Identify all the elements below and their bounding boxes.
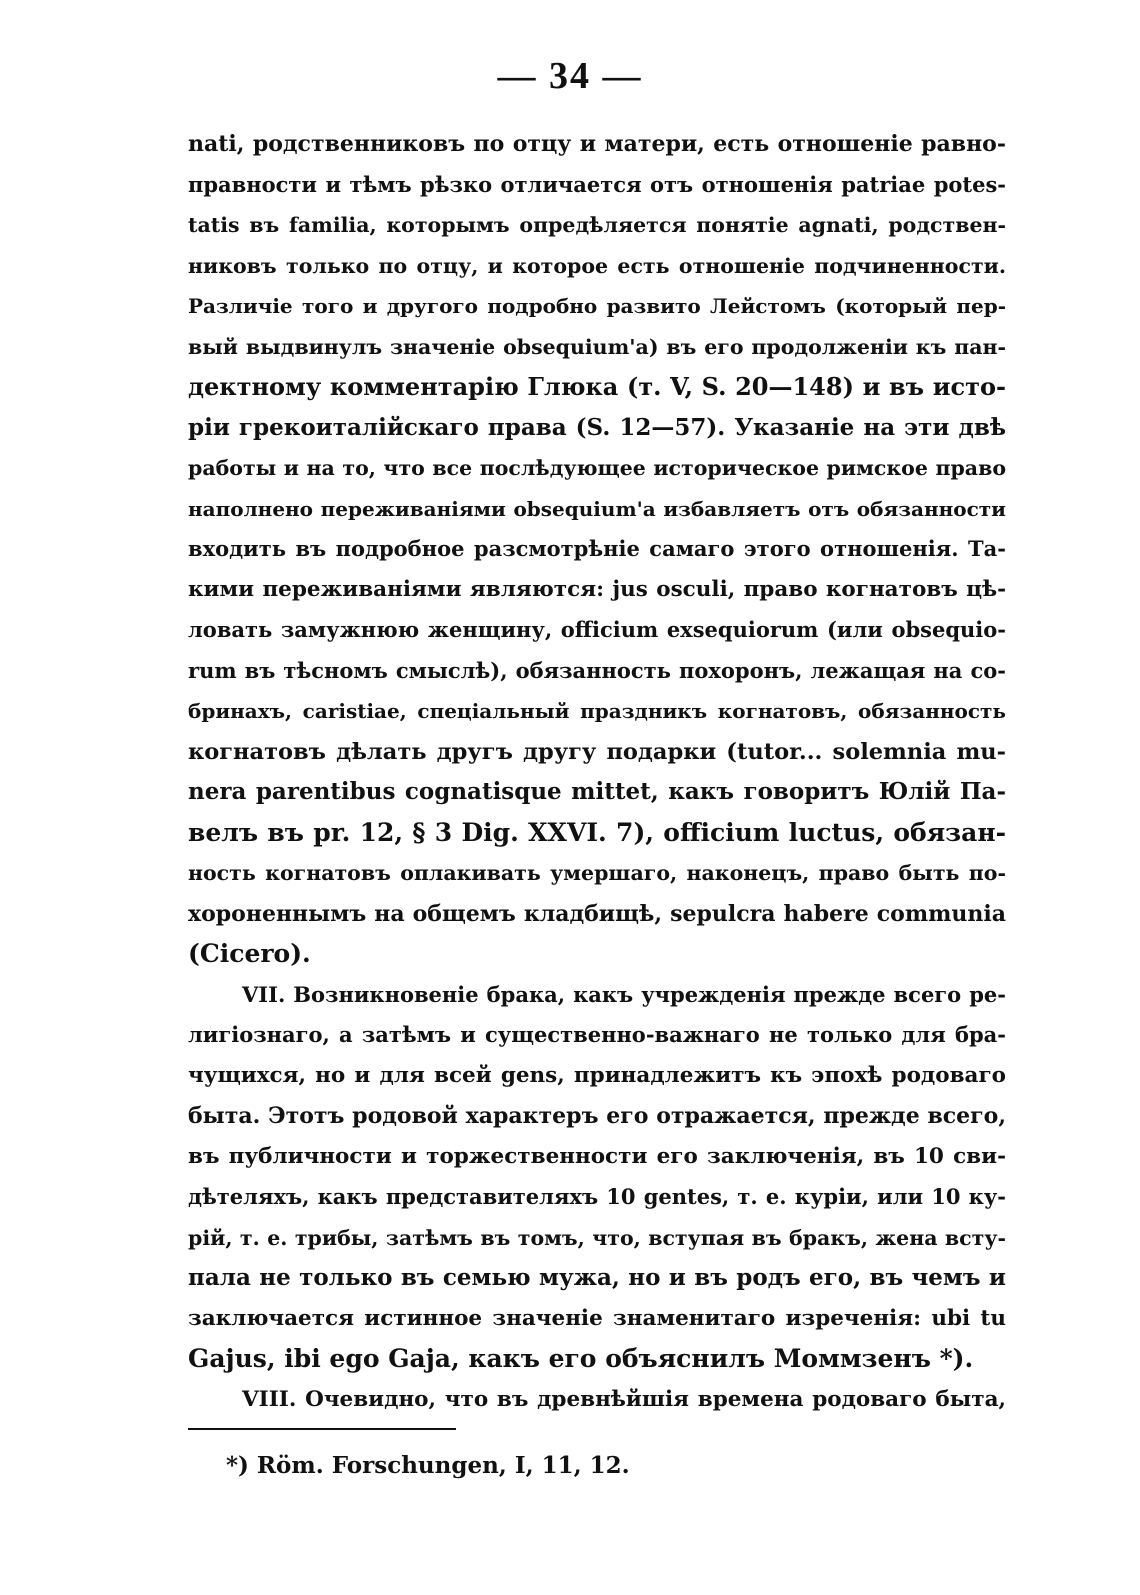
text-line: никовъ только по отцу, и которое есть отношеніе подчиненности. <box>188 253 1006 278</box>
text-line: ріи грекоиталійскаго права (S. 12—57). Указаніе на эти двѣ <box>188 413 1006 441</box>
text-line: когнатовъ дѣлать другъ другу подарки (tutor... solemnia mu- <box>188 738 1006 765</box>
text-line: входить въ подробное разсмотрѣніе самаго этого отношенія. Та- <box>188 536 1006 561</box>
footnote-divider <box>188 1428 456 1430</box>
paragraph-start-line: VIII. Очевидно, что въ древнѣйшія времена родоваго быта, <box>242 1386 1006 1412</box>
text-line: вый выдвинулъ значеніе obsequium'а) въ его продолженіи къ пан- <box>188 334 1006 359</box>
text-line: рій, т. е. трибы, затѣмъ въ томъ, что, вступая въ бракъ, жена всту- <box>188 1225 1006 1250</box>
text-line: велъ въ pr. 12, § 3 Dig. XXVI. 7), officium luctus, обязан- <box>188 817 1006 847</box>
text-line: въ публичности и торжественности его заключенія, въ 10 сви- <box>188 1143 1006 1169</box>
text-line: хороненнымъ на общемъ кладбищѣ, sepulcra habere communia <box>188 900 1006 927</box>
text-line: заключается истинное значеніе знаменитаго изреченія: ubi tu <box>188 1305 1006 1331</box>
text-line: работы и на то, что все послѣдующее историческое римское право <box>188 456 1006 480</box>
paragraph-start-line: VII. Возникновеніе брака, какъ учрежденія прежде всего ре- <box>242 981 1006 1007</box>
text-line: Gajus, ibi ego Gaja, какъ его объяснилъ Моммзенъ *). <box>188 1344 974 1373</box>
text-line: nera parentibus cognatisque mittet, какъ говоритъ Юлій Па- <box>188 778 1006 805</box>
text-line: tatis въ familia, которымъ опредѣляется понятіе agnati, родствен- <box>188 213 1006 237</box>
text-line: чущихся, но и для всей gens, принадлежитъ къ эпохѣ родоваго <box>188 1062 1006 1088</box>
text-line: дѣтеляхъ, какъ представителяхъ 10 gentes, т. е. куріи, или 10 ку- <box>188 1184 1006 1209</box>
page-number: — 34 — <box>497 55 643 97</box>
body-text <box>188 124 1006 1420</box>
text-line: ловать замужнюю женщину, officium exsequiorum (или obsequio- <box>188 617 1006 642</box>
text-line: пала не только въ семью мужа, но и въ родъ его, въ чемъ и <box>188 1264 1006 1291</box>
text-line: бринахъ, caristiae, спеціальный праздникъ когнатовъ, обязанность <box>188 699 1006 723</box>
text-line: лигіознаго, а затѣмъ и существенно-важнаго не только для бра- <box>188 1022 1006 1047</box>
text-line: правности и тѣмъ рѣзко отличается отъ отношенія patriae potes- <box>188 171 1006 197</box>
text-line: (Cicero). <box>188 939 311 968</box>
text-line: дектному комментарію Глюка (т. V, S. 20—148) и въ исто- <box>188 372 1006 401</box>
text-line: ность когнатовъ оплакивать умершаго, наконецъ, право быть по- <box>188 861 1006 885</box>
text-line: rum въ тѣсномъ смыслѣ), обязанность похоронъ, лежащая на со- <box>188 657 1006 683</box>
text-line: быта. Этотъ родовой характеръ его отражается, прежде всего, <box>188 1103 1006 1129</box>
text-line: наполнено переживаніями obsequium'а избавляетъ отъ обязанности <box>188 496 1006 521</box>
text-line: nati, родственниковъ по отцу и матери, есть отношеніе равно- <box>188 131 1006 157</box>
footnote: *) Röm. Forschungen, I, 11, 12. <box>226 1452 630 1479</box>
text-line: кими переживаніями являются: jus osculi, право когнатовъ цѣ- <box>188 576 1006 602</box>
text-line: Различіе того и другого подробно развито Лейстомъ (который пер- <box>188 294 1006 318</box>
